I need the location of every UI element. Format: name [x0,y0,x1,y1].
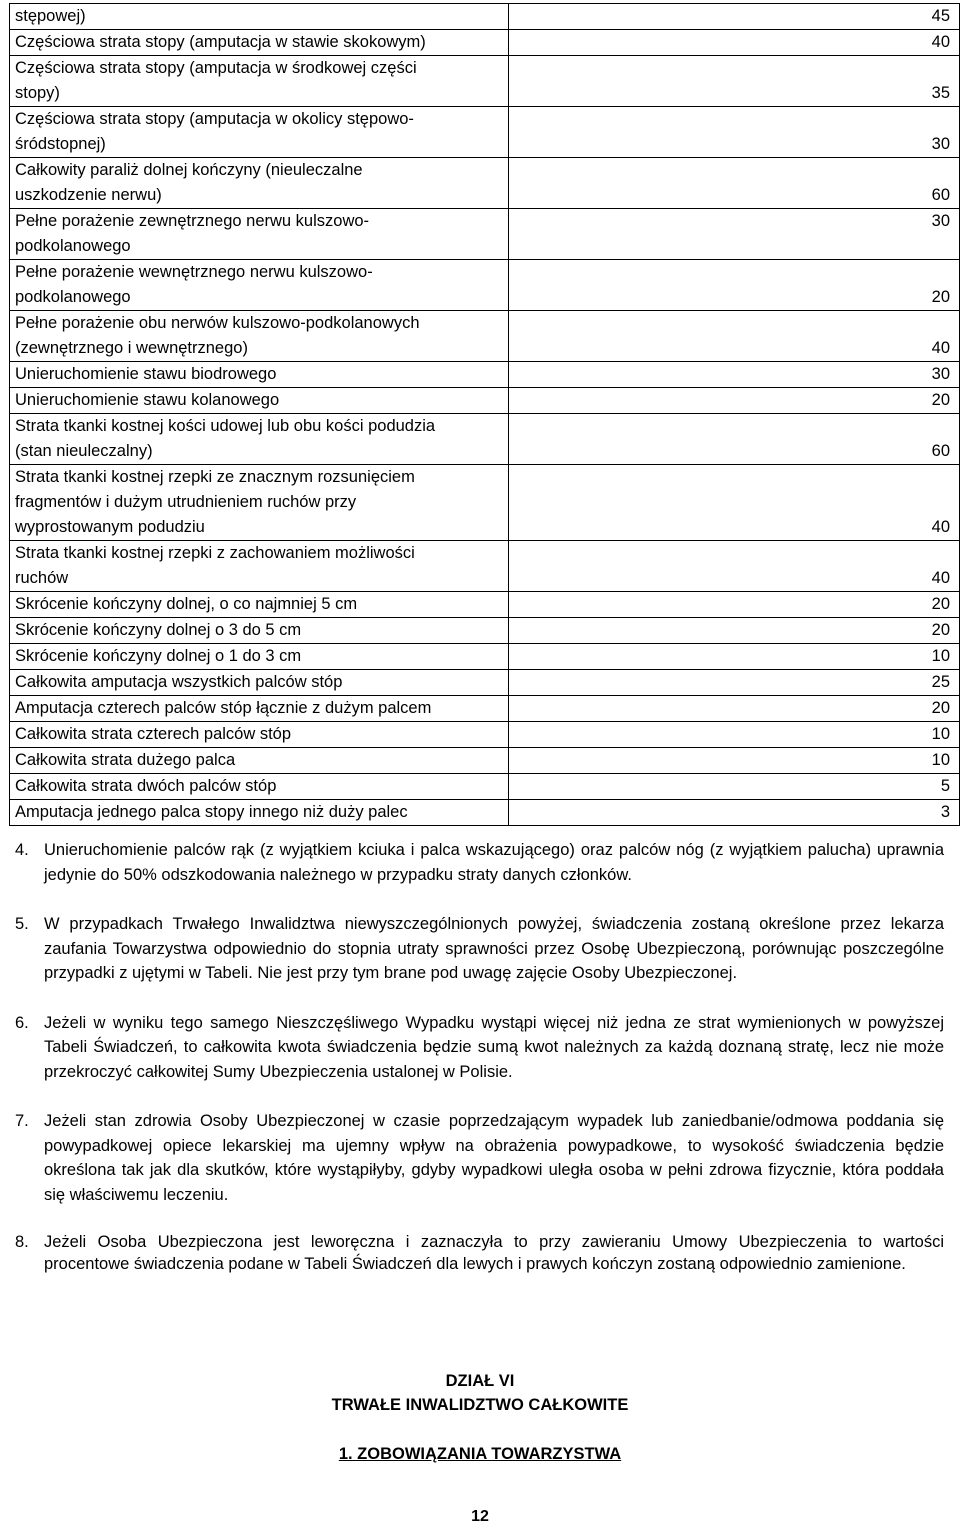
benefit-percentage: 30 [509,107,960,158]
paragraph-number: 7. [15,1112,29,1130]
table-row [10,774,960,800]
injury-description: Całkowita strata dwóch palców stóp [10,774,509,800]
table-row [10,107,960,158]
table-row [10,209,960,260]
injury-description: Częściowa strata stopy (amputacja w środkowej części stopy) [10,56,509,107]
table-row [10,748,960,774]
injury-description: Skrócenie kończyny dolnej, o co najmniej 5 cm [10,592,509,618]
injury-description: stępowej) [10,4,509,30]
table-row [10,414,960,465]
injury-description: Strata tkanki kostnej kości udowej lub obu kości podudzia (stan nieuleczalny) [10,414,509,465]
benefit-percentage: 40 [509,541,960,592]
benefit-percentage: 60 [509,414,960,465]
benefit-percentage: 20 [509,592,960,618]
table-row [10,388,960,414]
paragraph-text: Jeżeli stan zdrowia Osoby Ubezpieczonej w czasie poprzedzającym wypadek lub zaniedbanie/odmowa poddania się powypadkowej opiece lekarskiej ma ujemny wpływ na obrażenia powypadkowe, to wysokość świadczenia będzie określona tak jak dla skutków, które wystąpiłyby, gdyby wypadkowi uległa osoba w pełni zdrowa fizycznie, która poddała się właściwemu leczeniu. [44,1112,944,1204]
section-subtitle-text: 1. ZOBOWIĄZANIA TOWARZYSTWA [338,1445,622,1463]
paragraph-text: W przypadkach Trwałego Inwalidztwa niewyszczególnionych powyżej, świadczenia zostaną określone przez lekarza zaufania Towarzystwa odpowiednio do stopnia utraty sprawności przez Osobę Ubezpieczoną, porównując poszczególne przypadki z ujętymi w Tabeli. Nie jest przy tym brane pod uwagę zajęcie Osoby Ubezpieczonej. [44,915,944,982]
benefit-percentage: 40 [509,465,960,541]
benefit-percentage: 60 [509,158,960,209]
injury-description: Strata tkanki kostnej rzepki z zachowaniem możliwości ruchów [10,541,509,592]
paragraph-5 [0,912,960,986]
table-row [10,158,960,209]
table-row [10,670,960,696]
benefit-percentage: 35 [509,56,960,107]
numbered-paragraphs [0,838,960,1275]
table-row [10,644,960,670]
table-row [10,800,960,826]
table-row [10,362,960,388]
benefit-percentage: 40 [509,311,960,362]
paragraph-6 [0,1011,960,1085]
paragraph-text: Unieruchomienie palców rąk (z wyjątkiem kciuka i palca wskazującego) oraz palców nóg (z wyjątkiem palucha) uprawnia jedynie do 50% odszkodowania należnego w przypadku straty danych członków. [44,841,944,884]
benefit-percentage: 20 [509,618,960,644]
table-row [10,722,960,748]
benefit-percentage: 5 [509,774,960,800]
benefit-percentage: 30 [509,362,960,388]
paragraph-number: 8. [15,1233,29,1251]
benefit-percentage: 20 [509,260,960,311]
injury-description: Amputacja jednego palca stopy innego niż duży palec [10,800,509,826]
paragraph-number: 5. [15,915,29,933]
injury-description: Całkowita strata czterech palców stóp [10,722,509,748]
benefit-percentage: 10 [509,748,960,774]
benefit-percentage: 10 [509,722,960,748]
benefit-percentage: 3 [509,800,960,826]
injury-description: Skrócenie kończyny dolnej o 3 do 5 cm [10,618,509,644]
injury-description: Unieruchomienie stawu biodrowego [10,362,509,388]
table-row [10,618,960,644]
benefit-percentage: 20 [509,696,960,722]
injury-description: Unieruchomienie stawu kolanowego [10,388,509,414]
paragraph-number: 6. [15,1013,29,1032]
injury-description: Pełne porażenie wewnętrznego nerwu kulszowo- podkolanowego [10,260,509,311]
section-subtitle [0,1442,960,1466]
injury-description: Całkowity paraliż dolnej kończyny (nieuleczalne uszkodzenie nerwu) [10,158,509,209]
benefit-percentage: 10 [509,644,960,670]
table-row [10,465,960,541]
paragraph-8 [0,1232,960,1275]
table-row [10,696,960,722]
injury-description: Skrócenie kończyny dolnej o 1 do 3 cm [10,644,509,670]
paragraph-text: Jeżeli Osoba Ubezpieczona jest leworęczna i zaznaczyła to przy zawieraniu Umowy Ubezpieczenia to wartości procentowe świadczenia podane w Tabeli Świadczeń dla lewych i prawych kończyn zostaną odpowiednio zamienione. [44,1233,944,1273]
injury-description: Pełne porażenie zewnętrznego nerwu kulszowo- podkolanowego [10,209,509,260]
paragraph-text: Jeżeli w wyniku tego samego Nieszczęśliwego Wypadku wystąpi więcej niż jedna ze strat wymienionych w powyższej Tabeli Świadczeń, to całkowita kwota świadczenia będzie sumą kwot należnych za każdą doznaną stratę, lecz nie może przekroczyć całkowitej Sumy Ubezpieczenia ustalonej w Polisie. [44,1013,944,1081]
table-row [10,541,960,592]
injury-description: Strata tkanki kostnej rzepki ze znacznym rozsunięciem fragmentów i dużym utrudnieniem ruchów przy wyprostowanym podudziu [10,465,509,541]
injury-description: Całkowita strata dużego palca [10,748,509,774]
paragraph-7 [0,1109,960,1207]
table-row [10,4,960,30]
injury-description: Amputacja czterech palców stóp łącznie z dużym palcem [10,696,509,722]
benefit-percentage: 20 [509,388,960,414]
paragraph-number: 4. [15,841,29,859]
table-row [10,56,960,107]
benefit-percentage: 40 [509,30,960,56]
benefits-table [9,3,960,826]
section-title: TRWAŁE INWALIDZTWO CAŁKOWITE [331,1396,629,1414]
page-number: 12 [471,1508,489,1525]
benefit-percentage: 45 [509,4,960,30]
paragraph-4 [0,838,960,887]
benefit-percentage: 30 [509,209,960,260]
table-row [10,592,960,618]
benefit-percentage: 25 [509,670,960,696]
table-row [10,260,960,311]
injury-description: Pełne porażenie obu nerwów kulszowo-podkolanowych (zewnętrznego i wewnętrznego) [10,311,509,362]
table-row [10,311,960,362]
injury-description: Częściowa strata stopy (amputacja w stawie skokowym) [10,30,509,56]
injury-description: Częściowa strata stopy (amputacja w okolicy stępowo- śródstopnej) [10,107,509,158]
table-row [10,30,960,56]
section-label: DZIAŁ VI [445,1372,515,1390]
injury-description: Całkowita amputacja wszystkich palców stóp [10,670,509,696]
